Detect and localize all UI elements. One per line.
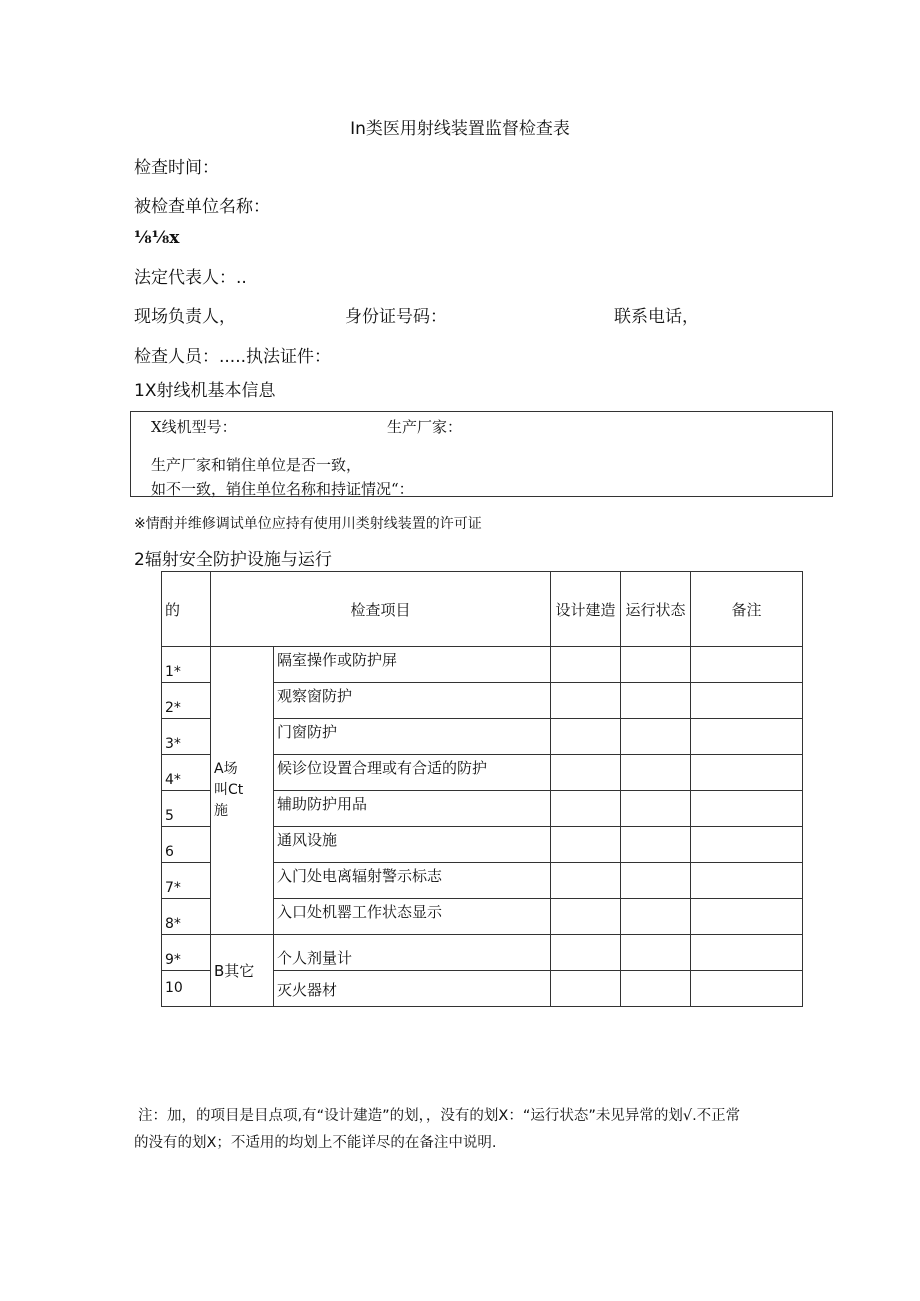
status-cell[interactable] <box>621 755 691 791</box>
status-cell[interactable] <box>621 791 691 827</box>
remark-cell[interactable] <box>691 719 803 755</box>
design-cell[interactable] <box>551 935 621 971</box>
row-num: 9* <box>162 935 211 971</box>
remark-cell[interactable] <box>691 863 803 899</box>
xray-model-label: X线机型号： <box>151 418 237 436</box>
design-cell[interactable] <box>551 791 621 827</box>
basic-info-box <box>130 411 833 497</box>
unit-name-label: 被检查单位名称： <box>134 197 270 217</box>
design-cell[interactable] <box>551 719 621 755</box>
manufacturer-label: 生产厂家： <box>387 418 463 436</box>
design-cell[interactable] <box>551 827 621 863</box>
status-cell[interactable] <box>621 863 691 899</box>
remark-cell[interactable] <box>691 827 803 863</box>
row-num: 4* <box>162 755 211 791</box>
row-num: 8* <box>162 899 211 935</box>
remark-cell[interactable] <box>691 971 803 1007</box>
row-item: 辅助防护用品 <box>274 791 551 827</box>
status-cell[interactable] <box>621 719 691 755</box>
header-remark: 备注 <box>691 572 803 647</box>
status-cell[interactable] <box>621 935 691 971</box>
legal-rep-label: 法定代表人：.. <box>134 268 247 288</box>
row-item: 观察窗防护 <box>274 683 551 719</box>
garbled-text: ⅛⅛x <box>134 228 180 248</box>
section1-heading: 1X射线机基本信息 <box>134 381 276 401</box>
row-item: 灭火器材 <box>274 971 551 1007</box>
design-cell[interactable] <box>551 971 621 1007</box>
page-title: In类医用射线装置监督检查表 <box>350 119 570 139</box>
row-item: 入门处电离辐射警示标志 <box>274 863 551 899</box>
footnote-line2: 的没有的划X；不适用的均划上不能详尽的在备注中说明. <box>134 1135 497 1151</box>
table-row <box>162 647 803 683</box>
header-design: 设计建造 <box>551 572 621 647</box>
if-not-same-text: 如不一致，销住单位名称和持证情况“： <box>151 480 414 498</box>
row-num: 5 <box>162 791 211 827</box>
row-num: 6 <box>162 827 211 863</box>
status-cell[interactable] <box>621 647 691 683</box>
contact-phone-label: 联系电话， <box>614 307 699 327</box>
remark-cell[interactable] <box>691 683 803 719</box>
header-num: 的 <box>162 572 211 647</box>
inspection-table <box>161 571 803 1007</box>
row-item: 入口处机罂工作状态显示 <box>274 899 551 935</box>
table-row <box>162 935 803 971</box>
row-num: 7* <box>162 863 211 899</box>
same-unit-question: 生产厂家和销住单位是否一致， <box>151 456 362 474</box>
remark-cell[interactable] <box>691 899 803 935</box>
group-b-label: B其它 <box>211 935 274 1007</box>
row-num: 1* <box>162 647 211 683</box>
inspect-time-label: 检查时间： <box>134 158 219 178</box>
design-cell[interactable] <box>551 683 621 719</box>
status-cell[interactable] <box>621 683 691 719</box>
table-header-row <box>162 572 803 647</box>
id-number-label: 身份证号码： <box>345 307 447 327</box>
footnote-line1: 注：加，的项目是目点项,有“设计建造”的划，，没有的划X：“运行状态”未见异常的划√.不正常 <box>138 1108 741 1124</box>
row-num: 2* <box>162 683 211 719</box>
remark-cell[interactable] <box>691 791 803 827</box>
design-cell[interactable] <box>551 863 621 899</box>
header-status: 运行状态 <box>621 572 691 647</box>
status-cell[interactable] <box>621 899 691 935</box>
row-item: 候诊位设置合理或有合适的防护 <box>274 755 551 791</box>
row-num: 10 <box>162 971 211 1007</box>
design-cell[interactable] <box>551 899 621 935</box>
remark-cell[interactable] <box>691 935 803 971</box>
section2-heading: 2辐射安全防护设施与运行 <box>134 550 332 570</box>
design-cell[interactable] <box>551 647 621 683</box>
header-item: 检查项目 <box>211 572 551 647</box>
design-cell[interactable] <box>551 755 621 791</box>
row-item: 个人剂量计 <box>274 935 551 971</box>
inspectors-label: 检查人员：.....执法证件： <box>134 347 332 367</box>
license-note: ※情酎并维修调试单位应持有使用川类射线装置的许可证 <box>134 516 482 532</box>
row-item: 隔室操作或防护屏 <box>274 647 551 683</box>
remark-cell[interactable] <box>691 647 803 683</box>
row-num: 3* <box>162 719 211 755</box>
status-cell[interactable] <box>621 971 691 1007</box>
site-manager-label: 现场负责人， <box>134 307 236 327</box>
remark-cell[interactable] <box>691 755 803 791</box>
group-a-label: A场 叫Ct 施 <box>211 647 274 935</box>
row-item: 门窗防护 <box>274 719 551 755</box>
row-item: 通风设施 <box>274 827 551 863</box>
status-cell[interactable] <box>621 827 691 863</box>
